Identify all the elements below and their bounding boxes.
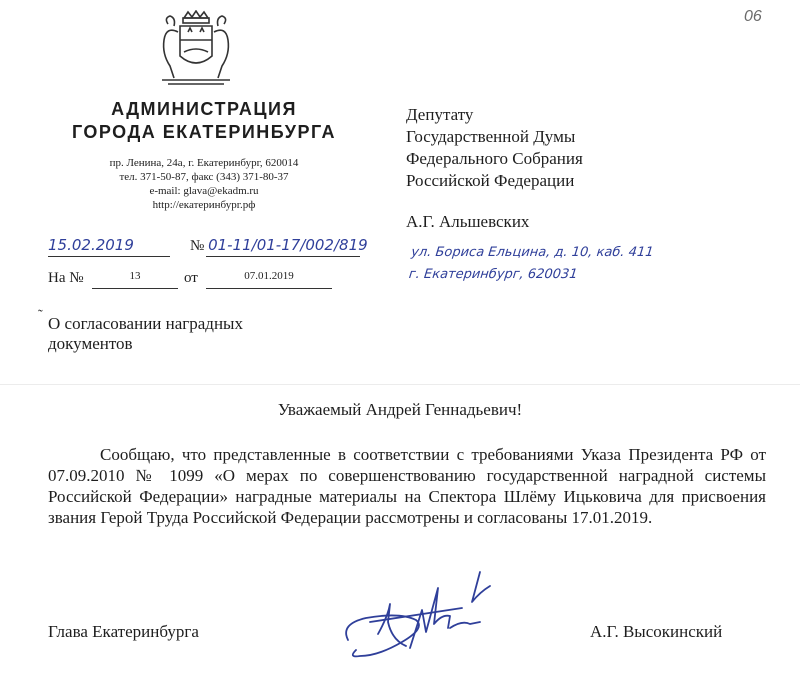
handwritten-address-line2: г. Екатеринбург, 620031 [408,267,579,282]
reference-date-value: 07.01.2019 [244,270,294,282]
letterhead-address: пр. Ленина, 24а, г. Екатеринбург, 620014 [109,157,299,169]
outgoing-number [190,236,368,255]
reference-number-label: На № [48,270,84,286]
page-number: 06 [744,8,762,25]
addressee-line4: Российской Федерации [406,171,575,190]
reference-date-label: от [184,270,198,286]
reference-date-line [206,288,332,289]
reference-number-line [92,288,178,289]
subject-mark: ˜ [38,308,43,323]
city-coat-of-arms-icon [150,10,242,88]
organization-name [40,98,368,144]
outgoing-number-sign: № [190,238,205,254]
outgoing-number-value: 01-11/01-17/002/819 [208,236,368,254]
reference-number-value: 13 [129,270,141,282]
handwritten-address [408,242,655,286]
handwritten-signature-icon [330,562,500,672]
letterhead-contacts [40,156,368,212]
signer-title: Глава Екатеринбурга [48,622,199,641]
outgoing-date: 15.02.2019 [48,236,134,254]
letterhead-email: e-mail: glava@ekadm.ru [149,185,259,197]
addressee-line3: Федерального Собрания [406,149,583,168]
addressee-line2: Государственной Думы [406,127,576,146]
outgoing-date-line [48,256,170,257]
letter-subject [48,314,308,354]
handwritten-address-line1: ул. Бориса Ельцина, д. 10, каб. 411 [410,245,655,260]
letterhead-phone: тел. 371-50-87, факс (343) 371-80-37 [119,171,289,183]
organization-name-line1: АДМИНИСТРАЦИЯ [111,99,297,119]
salutation: Уважаемый Андрей Геннадьевич! [277,400,523,419]
subject-line1: О согласовании наградных [48,314,243,333]
letterhead-website: http://екатеринбург.рф [152,199,256,211]
addressee-line1: Депутату [406,105,474,124]
outgoing-number-line [206,256,360,257]
fold-crease [0,384,800,385]
addressee-name: А.Г. Альшевских [406,212,530,231]
addressee-block [406,104,583,192]
signer-name: А.Г. Высокинский [590,622,723,641]
subject-line2: документов [48,334,133,353]
organization-name-line2: ГОРОДА ЕКАТЕРИНБУРГА [71,122,337,142]
letter-body: Сообщаю, что представленные в соответствии с требованиями Указа Президента РФ от 07.09.2010 № 1099 «О мерах по совершенствованию государственной наградной системы Российской Федерации» наградные материалы на Спектора Шлёму Ицьковича для присвоения звания Герой Труда Российской Федерации рассмотрены и согласованы 17.01.2019. [48,445,766,527]
